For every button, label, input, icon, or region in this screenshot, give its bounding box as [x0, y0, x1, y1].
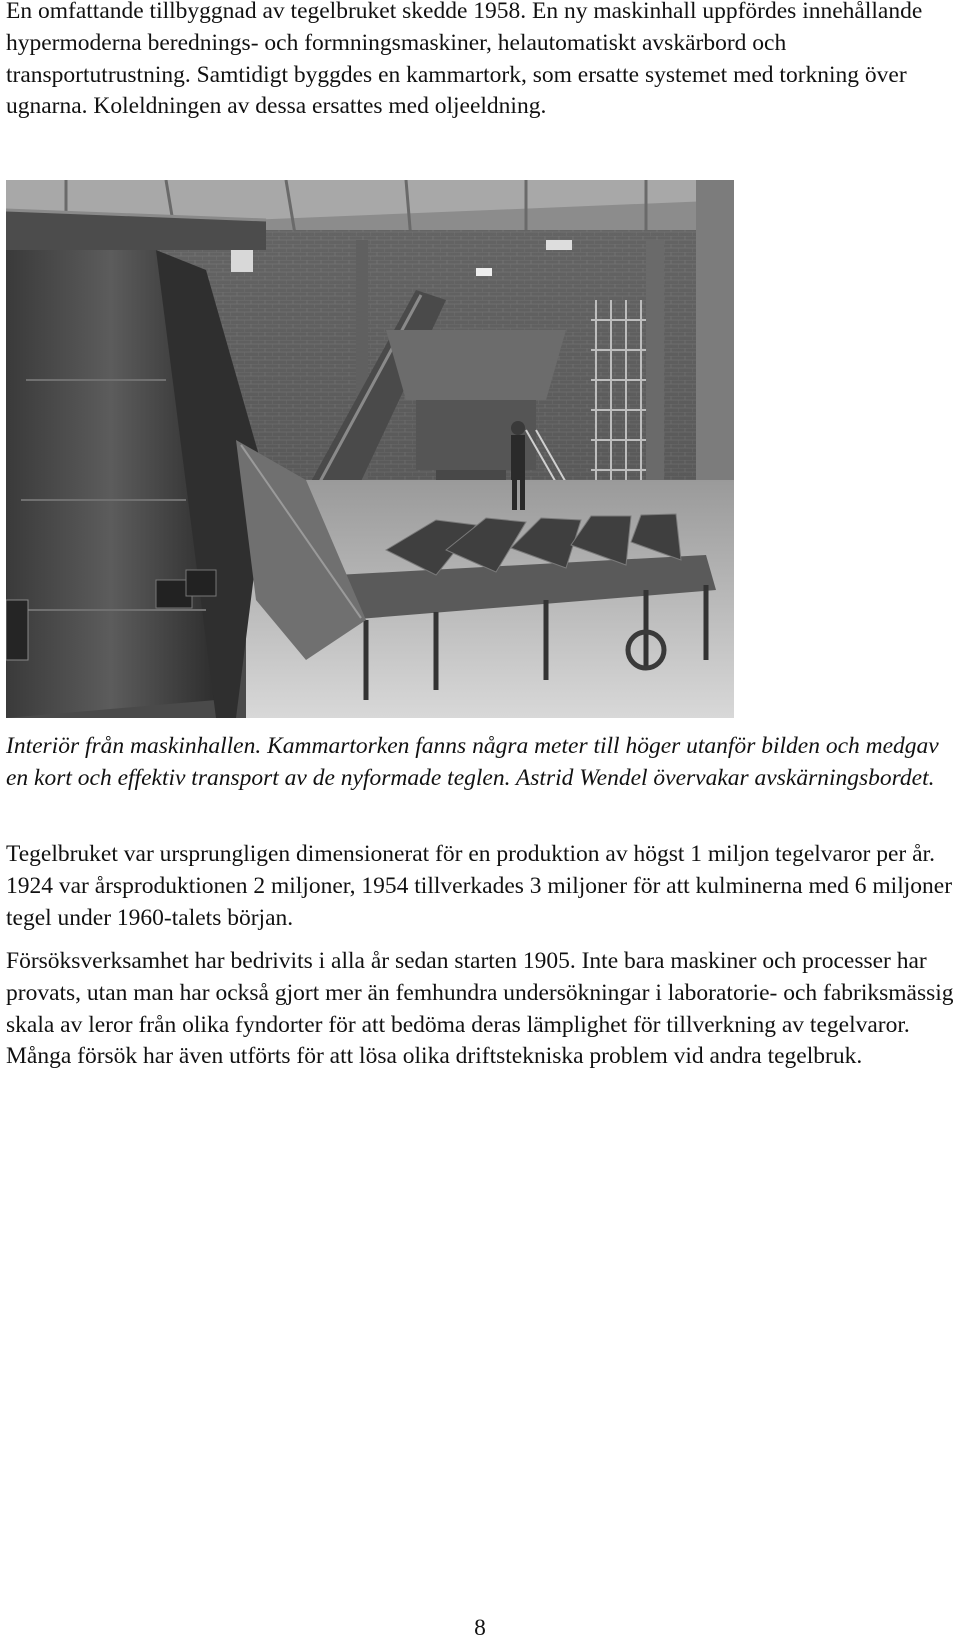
machine-hall-photo: [6, 180, 734, 718]
production-paragraph: Tegelbruket var ursprungligen dimensionerat för en produktion av högst 1 miljon tegelvaror per år. 1924 var årsproduktionen 2 miljoner, 1954 tillverkades 3 miljoner för att kulminerna med 6 miljoner tegel under 1960-talets början.: [6, 841, 953, 931]
research-paragraph: Försöksverksamhet har bedrivits i alla år sedan starten 1905. Inte bara maskiner och processer har provats, utan man har också gjort mer än femhundra undersökningar i laboratorie- och fabriksmässig skala av leror från olika fyndorter för att bedöma deras lämplighet för tillverkning av tegelvaror. Många försök har även utförts för att lösa olika driftstekniska problem vid andra tegelbruk.: [6, 948, 954, 1070]
intro-paragraph: En omfattande tillbyggnad av tegelbruket skedde 1958. En ny maskinhall uppfördes innehållande hypermoderna berednings- och formningsmaskiner, helautomatiskt avskärbord och transportutrustning. Samtidigt byggdes en kammartork, som ersatte systemet med torkning över ugnarna. Koleldningen av dessa ersattes med oljeeldning.: [6, 0, 923, 120]
photo-caption: Interiör från maskinhallen. Kammartorken fanns några meter till höger utanför bilden och medgav en kort och effektiv transport av de nyformade teglen. Astrid Wendel övervakar avskärningsbordet.: [6, 733, 939, 791]
page-number: 8: [474, 1615, 486, 1641]
